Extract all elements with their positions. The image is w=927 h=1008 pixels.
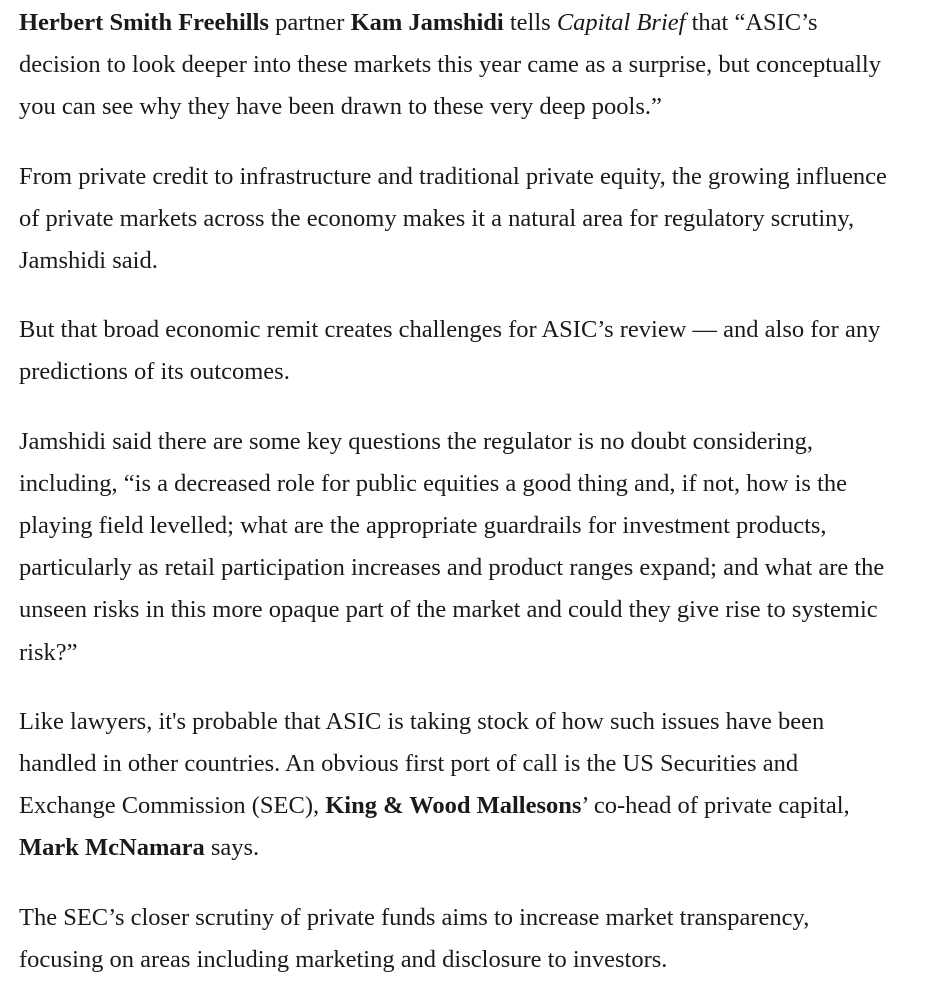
text-span: Like lawyers, it's probable that ASIC is taking stock of how such issues have been handled in other countries. An obvious first port of call is the US Securities and Exchange Commission (SEC), [19,707,825,820]
paragraph-6: The SEC’s closer scrutiny of private funds aims to increase market transparency, focusing on areas including marketing and disclosure to investors. [19,903,810,973]
text-span: says. [204,834,260,862]
paragraph-3: But that broad economic remit creates challenges for ASIC’s review — and also for any predictions of its outcomes. [19,316,881,386]
paragraph-1 [19,2,899,129]
paragraph-2: From private credit to infrastructure and traditional private equity, the growing influence of private markets across the economy makes it a natural area for regulatory scrutiny, Jamshidi said. [19,162,887,275]
firm-name-kwm: King & Wood Mallesons [325,792,582,820]
article-body [19,0,899,1008]
text-span: partner [268,9,351,36]
text-span: that “ASIC’s decision to look deeper into these markets this year came as a surprise, but conceptually you can see why they have been drawn to these very deep pools.” [19,9,881,121]
person-name-mcnamara: Mark McNamara [19,834,205,862]
paragraph-4: Jamshidi said there are some key questions the regulator is no doubt considering, including, “is a decreased role for public equities a good thing and, if not, how is the playing field levelled; what are the appropriate guardrails for investment products, particularly as retail participation increases and product ranges expand; and what are the unseen risks in this more opaque part of the market and could they give rise to systemic risk?” [19,427,885,666]
person-name-jamshidi: Kam Jamshidi [350,9,504,36]
text-span: tells [503,9,557,36]
text-span: ’ co-head of private capital, [581,792,850,820]
firm-name-hsf: Herbert Smith Freehills [19,9,269,36]
paragraph-5 [19,701,899,870]
publication-name: Capital Brief [556,9,686,36]
